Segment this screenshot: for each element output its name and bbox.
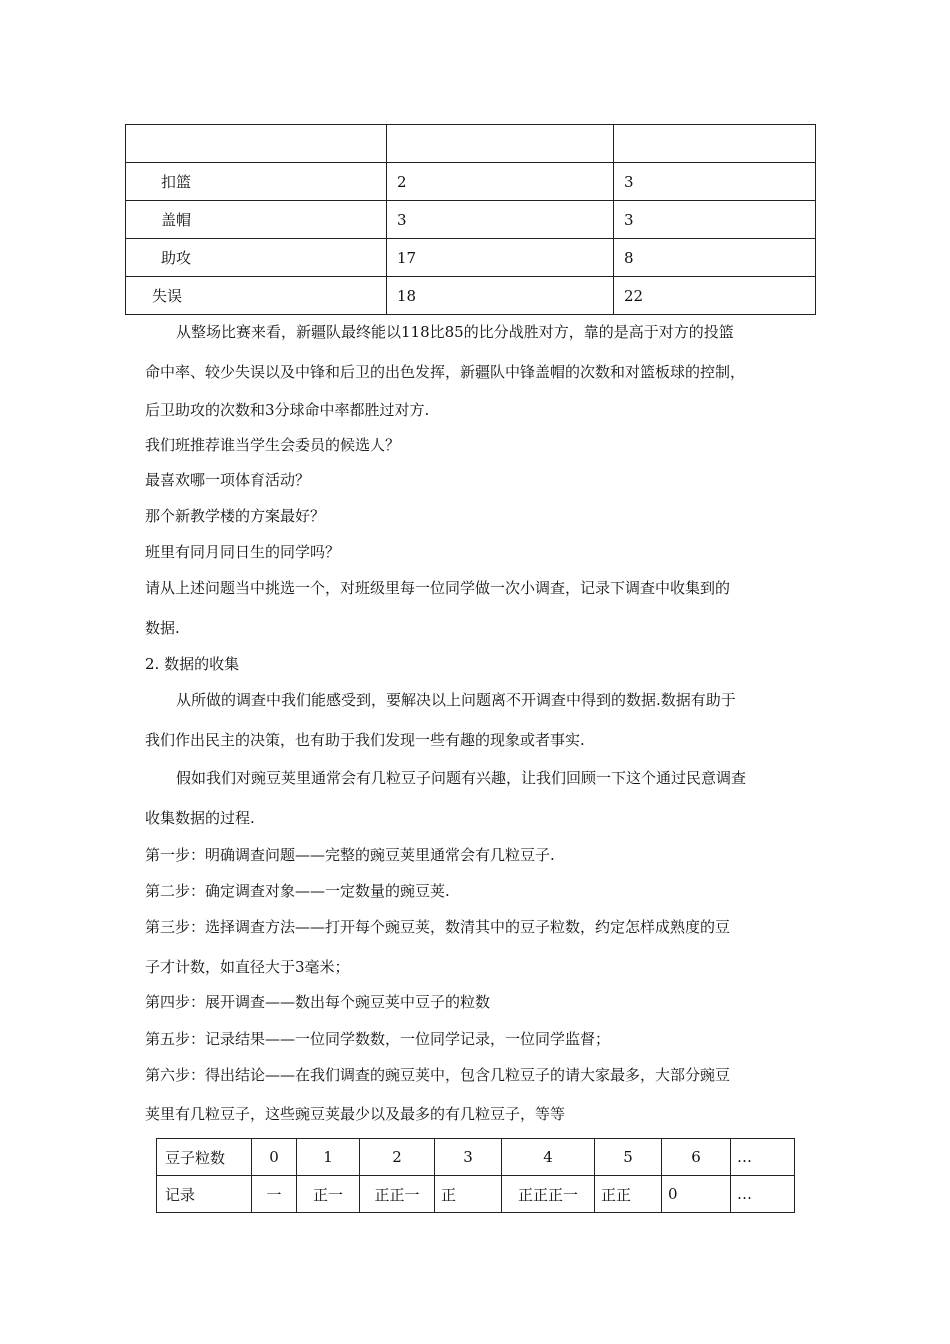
summary-paragraph-line: 从整场比赛来看，新疆队最终能以118比85的比分战胜对方，靠的是高于对方的投篮 bbox=[176, 323, 734, 341]
stats-header-row bbox=[126, 125, 816, 163]
beans-record-cell: 0 bbox=[662, 1176, 731, 1213]
question-item: 班里有同月同日生的同学吗？ bbox=[145, 543, 341, 561]
stats-value: 3 bbox=[387, 201, 614, 239]
beans-count-cell: 2 bbox=[360, 1139, 435, 1176]
beans-record-cell: 正一 bbox=[297, 1176, 360, 1213]
beans-count-cell: 0 bbox=[252, 1139, 297, 1176]
step-1: 第一步：明确调查问题——完整的豌豆荚里通常会有几粒豆子. bbox=[145, 846, 555, 864]
step-5: 第五步：记录结果——一位同学数数，一位同学记录，一位同学监督； bbox=[145, 1030, 611, 1048]
beans-row-label: 豆子粒数 bbox=[157, 1139, 252, 1176]
beans-record-row bbox=[157, 1176, 795, 1213]
example-paragraph-line: 收集数据的过程. bbox=[145, 809, 255, 827]
stats-row-dunk bbox=[126, 163, 816, 201]
stats-label: 失误 bbox=[126, 277, 387, 315]
stats-row-turnover bbox=[126, 277, 816, 315]
beans-count-cell: 4 bbox=[502, 1139, 595, 1176]
stats-row-assist bbox=[126, 239, 816, 277]
question-item: 最喜欢哪一项体育活动？ bbox=[145, 471, 311, 489]
intro-paragraph-line: 从所做的调查中我们能感受到，要解决以上问题离不开调查中得到的数据.数据有助于 bbox=[176, 691, 736, 709]
step-6-line: 荚里有几粒豆子，这些豌豆荚最少以及最多的有几粒豆子，等等 bbox=[145, 1105, 566, 1123]
task-paragraph-line: 数据. bbox=[145, 619, 180, 637]
stats-header-cell bbox=[126, 125, 387, 163]
step-4: 第四步：展开调查——数出每个豌豆荚中豆子的粒数 bbox=[145, 993, 491, 1011]
beans-record-cell: … bbox=[731, 1176, 795, 1213]
stats-value: 3 bbox=[614, 163, 816, 201]
beans-count-cell: 3 bbox=[435, 1139, 502, 1176]
question-item: 我们班推荐谁当学生会委员的候选人？ bbox=[145, 436, 401, 454]
stats-row-block bbox=[126, 201, 816, 239]
beans-table bbox=[156, 1138, 795, 1213]
beans-row-label: 记录 bbox=[157, 1176, 252, 1213]
summary-paragraph-line: 命中率、较少失误以及中锋和后卫的出色发挥，新疆队中锋盖帽的次数和对篮板球的控制， bbox=[145, 363, 746, 381]
summary-paragraph-line: 后卫助攻的次数和3分球命中率都胜过对方. bbox=[145, 401, 430, 419]
beans-count-cell: 6 bbox=[662, 1139, 731, 1176]
stats-value: 17 bbox=[387, 239, 614, 277]
stats-value: 3 bbox=[614, 201, 816, 239]
stats-header-cell bbox=[614, 125, 816, 163]
step-3-line: 第三步：选择调查方法——打开每个豌豆荚，数清其中的豆子粒数，约定怎样成熟度的豆 bbox=[145, 918, 731, 936]
beans-record-cell: 正正一 bbox=[360, 1176, 435, 1213]
beans-record-cell: 一 bbox=[252, 1176, 297, 1213]
stats-value: 8 bbox=[614, 239, 816, 277]
step-2: 第二步：确定调查对象——一定数量的豌豆荚. bbox=[145, 882, 450, 900]
beans-count-row bbox=[157, 1139, 795, 1176]
step-6-line: 第六步：得出结论——在我们调查的豌豆荚中，包含几粒豆子的请大家最多，大部分豌豆 bbox=[145, 1066, 731, 1084]
section-title: 2. 数据的收集 bbox=[145, 655, 240, 673]
question-item: 那个新教学楼的方案最好？ bbox=[145, 507, 326, 525]
beans-count-cell: … bbox=[731, 1139, 795, 1176]
beans-record-cell: 正 bbox=[435, 1176, 502, 1213]
beans-count-cell: 1 bbox=[297, 1139, 360, 1176]
stats-label: 扣篮 bbox=[126, 163, 387, 201]
beans-count-cell: 5 bbox=[595, 1139, 662, 1176]
task-paragraph-line: 请从上述问题当中挑选一个，对班级里每一位同学做一次小调查，记录下调查中收集到的 bbox=[145, 579, 731, 597]
stats-value: 22 bbox=[614, 277, 816, 315]
step-3-line: 子才计数，如直径大于3毫米； bbox=[145, 958, 350, 976]
stats-table bbox=[125, 124, 816, 315]
stats-label: 助攻 bbox=[126, 239, 387, 277]
example-paragraph-line: 假如我们对豌豆荚里通常会有几粒豆子问题有兴趣，让我们回顾一下这个通过民意调查 bbox=[176, 769, 747, 787]
stats-header-cell bbox=[387, 125, 614, 163]
stats-label: 盖帽 bbox=[126, 201, 387, 239]
beans-record-cell: 正正 bbox=[595, 1176, 662, 1213]
stats-value: 2 bbox=[387, 163, 614, 201]
intro-paragraph-line: 我们作出民主的决策，也有助于我们发现一些有趣的现象或者事实. bbox=[145, 731, 585, 749]
beans-record-cell: 正正正一 bbox=[502, 1176, 595, 1213]
stats-value: 18 bbox=[387, 277, 614, 315]
